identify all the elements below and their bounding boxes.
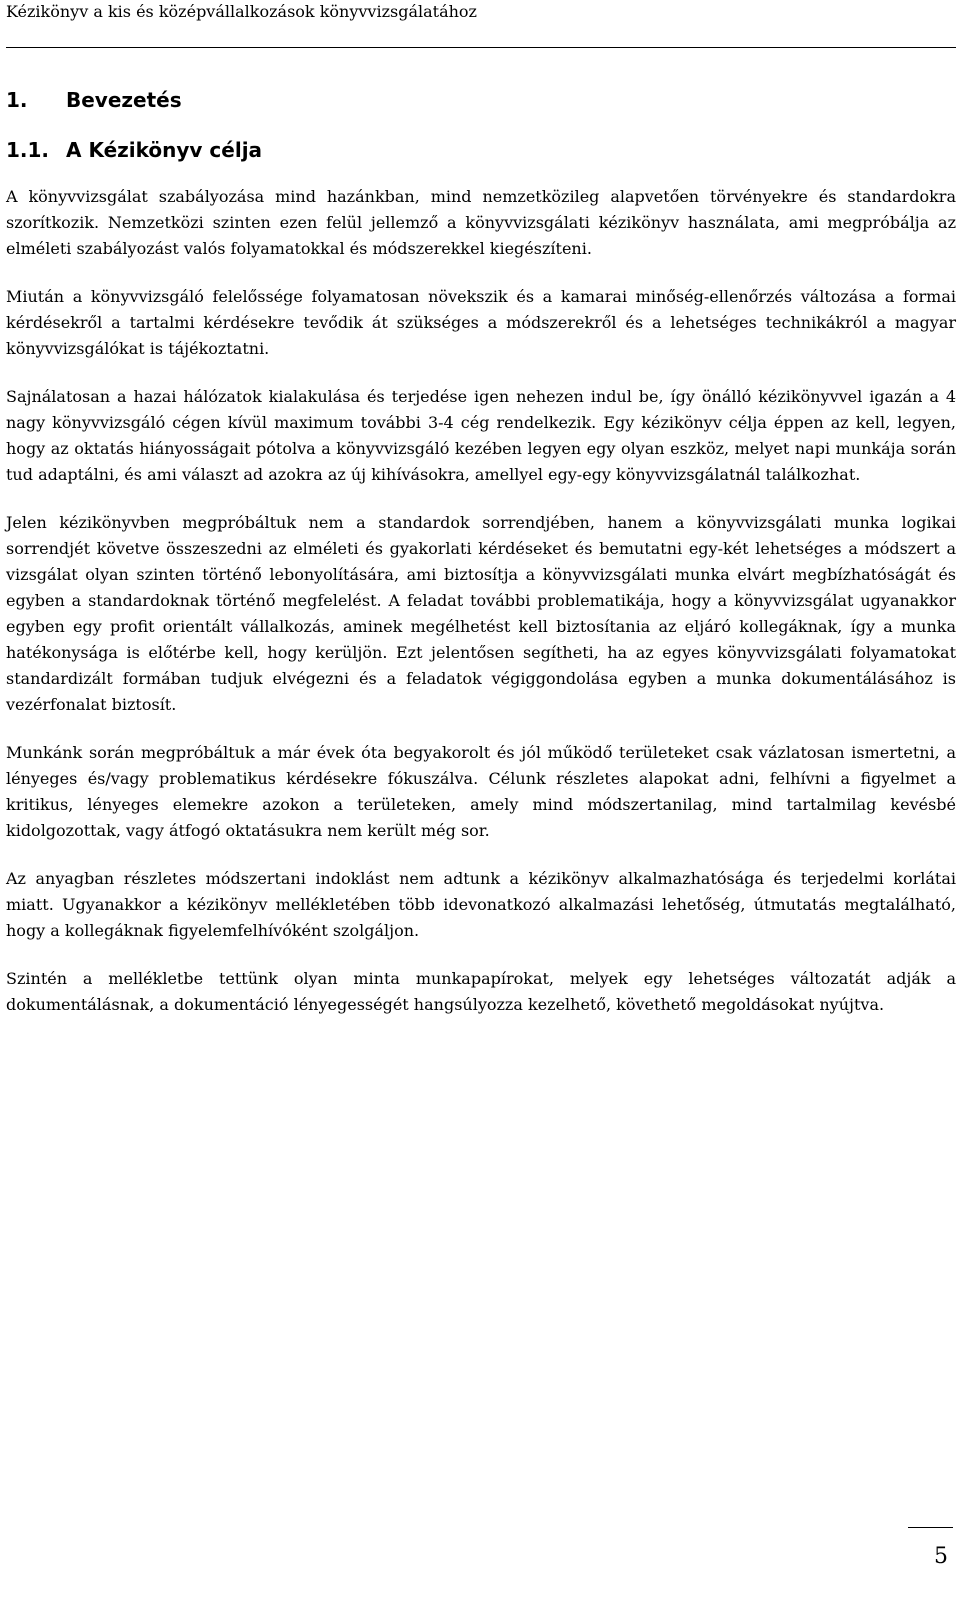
subsection-title: A Kézikönyv célja bbox=[66, 138, 263, 162]
paragraph-1: A könyvvizsgálat szabályozása mind hazánkban, mind nemzetközileg alapvetően törvényekre és standardokra szorítkozik. Nemzetközi szinten ezen felül jellemző a könyvvizsgálati kézikönyv használata, ami megpróbálja az elméleti szabályozást valós folyamatokkal és módszerekkel kiegészíteni. bbox=[6, 187, 956, 258]
paragraph-3: Sajnálatosan a hazai hálózatok kialakulása és terjedése igen nehezen indul be, így önálló kézikönyvvel igazán a 4 nagy könyvvizsgáló cégen kívül maximum további 3-4 cég rendelkezik. Egy kézikönyv célja éppen az kell, legyen, hogy az oktatás hiányosságait pótolva a könyvvizsgáló kezében legyen egy olyan eszköz, melyet napi munkája során tud adaptálni, és ami választ ad azokra az új kihívásokra, amellyel egy-egy könyvvizsgálatnál találkozhat. bbox=[6, 387, 956, 484]
document-body bbox=[6, 86, 956, 1040]
section-title: Bevezetés bbox=[66, 88, 182, 112]
running-header-title: Kézikönyv a kis és középvállalkozások könyvvizsgálatához bbox=[6, 2, 477, 21]
page-number: 5 bbox=[934, 1544, 948, 1569]
section-number: 1. bbox=[6, 88, 28, 112]
subsection-number: 1.1. bbox=[6, 138, 50, 162]
paragraph-6: Az anyagban részletes módszertani indoklást nem adtunk a kézikönyv alkalmazhatósága és terjedelmi korlátai miatt. Ugyanakkor a kézikönyv mellékletében több idevonatkozó alkalmazási lehetőség, útmutatás megtalálható, hogy a kollegáknak figyelemfelhívóként szolgáljon. bbox=[6, 869, 956, 940]
paragraph-7: Szintén a mellékletbe tettünk olyan minta munkapapírokat, melyek egy lehetséges változatát adják a dokumentálásnak, a dokumentáció lényegességét hangsúlyozza kezelhető, követhető megoldásokat nyújtva. bbox=[6, 969, 956, 1014]
footer-divider bbox=[908, 1527, 953, 1528]
paragraph-2: Miután a könyvvizsgáló felelőssége folyamatosan növekszik és a kamarai minőség-ellenőrzés változása a formai kérdésekről a tartalmi kérdésekre tevődik át szükséges a módszerekről és a lehetséges technikákról a magyar könyvvizsgálókat is tájékoztatni. bbox=[6, 287, 956, 358]
paragraph-4: Jelen kézikönyvben megpróbáltuk nem a standardok sorrendjében, hanem a könyvvizsgálati munka logikai sorrendjét követve összeszedni az elméleti és gyakorlati kérdéseket és bemutatni egy-két lehetséges a módszert a vizsgálat olyan szinten történő lebonyolítására, ami biztosítja a könyvvizsgálati munka elvárt megbízhatóságát és egyben a standardoknak történő megfelelést. A feladat további problematikája, hogy a könyvvizsgálat ugyanakkor egyben egy profit orientált vállalkozás, aminek megélhetést kell biztosítania az eljáró kollegáknak, így a munka hatékonysága is előtérbe kell, hogy kerüljön. Ezt jelentősen segítheti, ha az egyes könyvvizsgálati folyamatokat standardizált formában tudjuk elvégezni és a feladatok végiggondolása egyben a munka dokumentálásához is vezérfonalat biztosít. bbox=[6, 513, 956, 714]
section-heading-bevezetes bbox=[6, 86, 956, 114]
paragraph-5: Munkánk során megpróbáltuk a már évek óta begyakorolt és jól működő területeket csak vázlatosan ismertetni, a lényeges és/vagy problematikus kérdésekre fókuszálva. Célunk részletes alapokat adni, felhívni a figyelmet a kritikus, lényeges elemekre azokon a területeken, amely mind módszertanilag, mind tartalmilag kevésbé kidolgozottak, vagy átfogó oktatásukra nem került még sor. bbox=[6, 743, 956, 840]
subsection-heading-kezikonyv-celja bbox=[6, 136, 956, 164]
page-header bbox=[6, 0, 956, 23]
header-divider bbox=[6, 47, 956, 48]
